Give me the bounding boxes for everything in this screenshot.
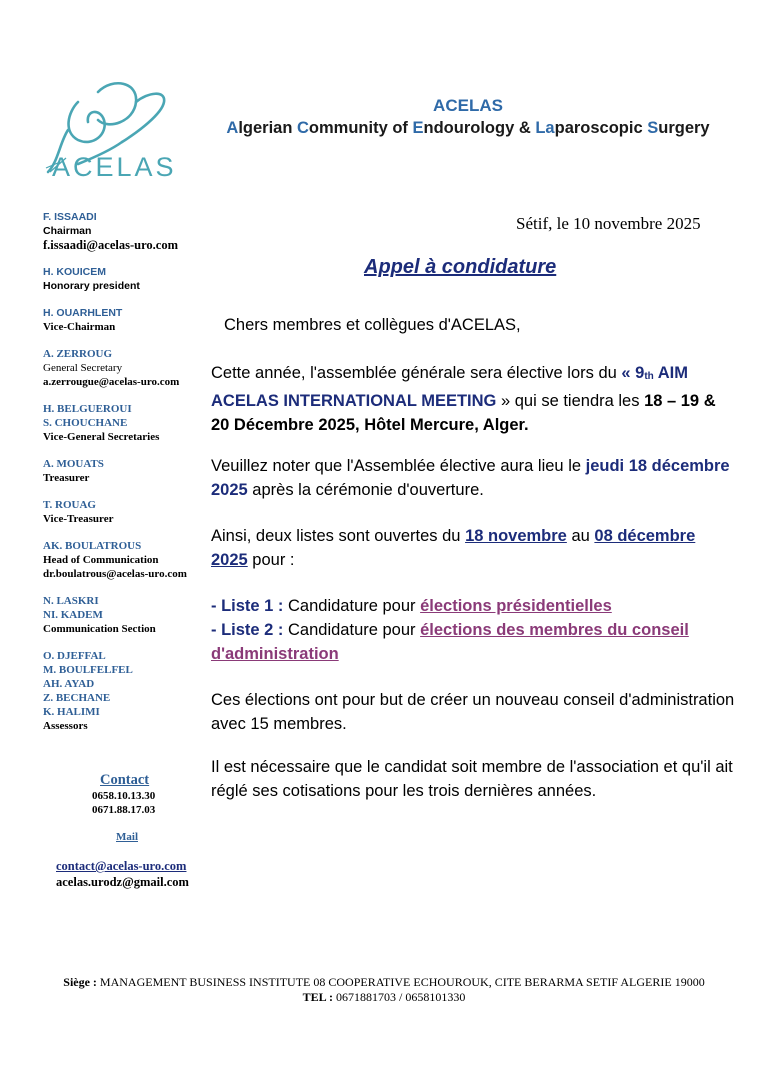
member-name: H. OUARHLENT bbox=[43, 307, 123, 319]
paragraph-requirements: Il est nécessaire que le candidat soit membre de l'association et qu'il ait réglé ses cotisations pour les trois dernières années. bbox=[211, 758, 733, 800]
text: Veuillez noter que l'Assemblée élective aura lieu le bbox=[211, 457, 586, 475]
meeting-dates: 18 – 19 & 20 Décembre 2025, Hôtel Mercure, Alger. bbox=[211, 392, 716, 434]
member-role: Vice-Chairman bbox=[43, 321, 116, 333]
member-boulatrous bbox=[43, 539, 208, 581]
member-role: General Secretary bbox=[43, 362, 123, 374]
text: après la cérémonie d'ouverture. bbox=[247, 481, 484, 499]
member-vice-general bbox=[43, 402, 208, 444]
member-email[interactable]: f.issaadi@acelas-uro.com bbox=[43, 238, 178, 252]
member-communication bbox=[43, 594, 208, 636]
list-label: - Liste 2 : bbox=[211, 621, 289, 639]
acelas-logo bbox=[38, 72, 188, 197]
member-email[interactable]: dr.boulatrous@acelas-uro.com bbox=[43, 568, 187, 580]
paragraph-lists bbox=[211, 524, 736, 572]
member-role: Head of Communication bbox=[43, 554, 159, 566]
text: au bbox=[566, 527, 595, 545]
member-name: AK. BOULATROUS bbox=[43, 540, 142, 552]
member-kouicem bbox=[43, 265, 208, 293]
contact-heading: Contact bbox=[100, 772, 150, 788]
org-name-part: S bbox=[647, 119, 659, 137]
list-label: - Liste 1 : bbox=[211, 597, 289, 615]
member-name: M. BOULFELFEL bbox=[43, 664, 133, 676]
open-date: 18 novembre bbox=[465, 527, 567, 545]
member-name: A. MOUATS bbox=[43, 458, 104, 470]
footer-text: 0671881703 / 0658101330 bbox=[333, 990, 466, 1004]
text: » qui se tiendra les bbox=[496, 392, 645, 410]
org-name-part: urgery bbox=[658, 119, 710, 137]
member-role: Chairman bbox=[43, 225, 92, 237]
member-role: Vice-General Secretaries bbox=[43, 431, 160, 443]
text: « 9 bbox=[621, 364, 645, 382]
org-name-part: lgerian bbox=[238, 119, 297, 137]
assembly-date: jeudi 18 décembre 2025 bbox=[211, 457, 730, 499]
member-name: NI. KADEM bbox=[43, 609, 103, 621]
footer-address bbox=[0, 975, 768, 990]
org-acronym: ACELAS bbox=[433, 96, 503, 115]
member-email[interactable]: a.zerrougue@acelas-uro.com bbox=[43, 376, 180, 388]
member-zerroug bbox=[43, 347, 208, 389]
org-name-part: A bbox=[226, 119, 239, 137]
close-date: 08 décembre 2025 bbox=[211, 527, 696, 569]
org-name-part: C bbox=[297, 119, 309, 137]
paragraph-assembly bbox=[211, 454, 736, 502]
text: Ainsi, deux listes sont ouvertes du bbox=[211, 527, 466, 545]
contact-email-link[interactable]: contact@acelas-uro.com bbox=[56, 859, 187, 873]
member-role: Assessors bbox=[43, 720, 88, 732]
member-name: T. ROUAG bbox=[43, 499, 96, 511]
logo-text: ACELAS bbox=[52, 152, 177, 182]
org-name-part: paroscopic bbox=[554, 119, 648, 137]
member-rouag bbox=[43, 498, 208, 526]
member-role: Vice-Treasurer bbox=[43, 513, 114, 525]
member-name: K. HALIMI bbox=[43, 706, 100, 718]
meeting-name: AIM ACELAS INTERNATIONAL MEETING bbox=[211, 364, 688, 410]
org-name-part: ndourology & bbox=[423, 119, 536, 137]
member-name: F. ISSAADI bbox=[43, 211, 97, 223]
member-role: Honorary president bbox=[43, 280, 140, 292]
member-mouats bbox=[43, 457, 208, 485]
member-name: O. DJEFFAL bbox=[43, 650, 106, 662]
member-ouarhlent bbox=[43, 306, 208, 334]
member-name: A. ZERROUG bbox=[43, 348, 113, 360]
member-name: H. KOUICEM bbox=[43, 266, 106, 278]
text: Candidature pour bbox=[288, 597, 421, 615]
member-role: Communication Section bbox=[43, 623, 156, 635]
paragraph-meeting bbox=[211, 361, 736, 437]
footer-text: MANAGEMENT BUSINESS INSTITUTE 08 COOPERATIVE ECHOUROUK, CITE BERARMA SETIF ALGERIE 19000 bbox=[96, 975, 705, 989]
member-name: H. BELGUEROUI bbox=[43, 403, 132, 415]
org-name-part: E bbox=[412, 119, 424, 137]
text: pour : bbox=[247, 551, 295, 569]
text: Cette année, l'assemblée générale sera élective lors du bbox=[211, 364, 622, 382]
member-role: Treasurer bbox=[43, 472, 90, 484]
footer-phone bbox=[0, 990, 768, 1005]
member-name: AH. AYAD bbox=[43, 678, 95, 690]
text: Candidature pour bbox=[288, 621, 421, 639]
footer-label: Siège : bbox=[63, 975, 97, 989]
mail-heading: Mail bbox=[116, 831, 138, 843]
letter-date: Sétif, le 10 novembre 2025 bbox=[516, 214, 701, 233]
org-name-part: ommunity of bbox=[308, 119, 413, 137]
phone-number[interactable]: 0671.88.17.03 bbox=[92, 804, 156, 816]
phone-number[interactable]: 0658.10.13.30 bbox=[92, 790, 156, 802]
text: th bbox=[644, 371, 654, 382]
member-name: S. CHOUCHANE bbox=[43, 417, 128, 429]
committee-sidebar bbox=[43, 210, 208, 746]
letter-greeting: Chers membres et collègues d'ACELAS, bbox=[224, 316, 521, 334]
list-link[interactable]: élections présidentielles bbox=[420, 597, 612, 615]
list-item-2 bbox=[211, 618, 736, 666]
footer-label: TEL : bbox=[302, 990, 333, 1004]
letter-subject: Appel à condidature bbox=[364, 256, 557, 278]
lists-section bbox=[211, 594, 736, 666]
org-full-name bbox=[200, 119, 736, 138]
list-link[interactable]: élections des membres du conseil d'administration bbox=[211, 621, 689, 663]
gmail-address[interactable]: acelas.urodz@gmail.com bbox=[56, 875, 189, 889]
paragraph-purpose: Ces élections ont pour but de créer un nouveau conseil d'administration avec 15 membres. bbox=[211, 691, 735, 733]
org-name-part: La bbox=[535, 119, 555, 137]
list-item-1 bbox=[211, 594, 736, 618]
member-assessors bbox=[43, 649, 208, 733]
member-name: N. LASKRI bbox=[43, 595, 99, 607]
member-issaadi bbox=[43, 210, 208, 252]
member-name: Z. BECHANE bbox=[43, 692, 111, 704]
